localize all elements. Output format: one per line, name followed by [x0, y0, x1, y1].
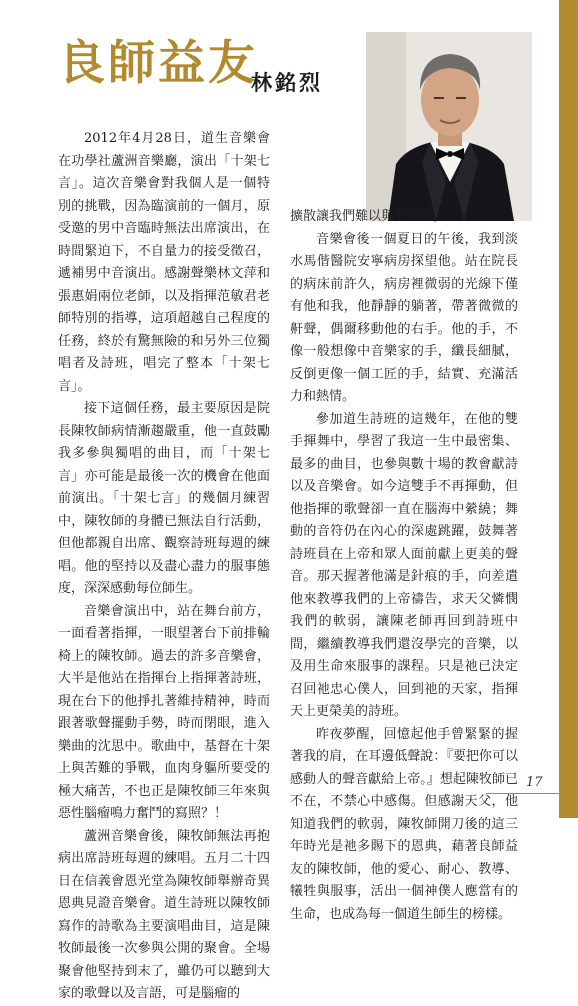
footer-rule — [486, 793, 559, 794]
article-author: 林銘烈 — [251, 70, 323, 95]
page-number: 17 — [526, 775, 543, 790]
article-paragraph: 昨夜夢醒，回憶起他手曾緊緊的握著我的肩，在耳邊低聲說：『要把你可以感動人的聲音獻給上帝。』想起陳牧師已不在，不禁心中感傷。但感謝天父，他知道我們的軟弱，陳牧師開刀後的這三年時光是祂多賜下的恩典，藉著良師益友的陳牧師，他的愛心、耐心、教導、犧牲與服事，活出一個神僕人應當有的生命，也成為每一個道生師生的榜樣。 — [290, 726, 518, 922]
article-column-left — [58, 128, 270, 1006]
author-portrait-photo — [366, 32, 532, 221]
portrait-illustration — [366, 32, 532, 221]
article-paragraph: 2012年4月28日，道生音樂會在功學社蘆洲音樂廳，演出「十架七言」。這次音樂會對我個人是一個特別的挑戰，因為臨演前的一個月，原受邀的男中音臨時無法出席演出，在時間緊迫下，不自量力的接受徵召，遞補男中音演出。感謝聲樂林文萍和張惠娟兩位老師，以及指揮范敏君老師特別的指導，這項超越自己程度的任務，終於有驚無險的和另外三位獨唱者及詩班，唱完了整本「十架七言」。 — [58, 131, 270, 394]
article-paragraph: 參加道生詩班的這幾年，在他的雙手揮舞中，學習了我這一生中最密集、最多的曲目，也參與數十場的教會獻詩以及音樂會。如今這雙手不再揮動，但他指揮的歌聲卻一直在腦海中縈繞；舞動的音符仍在內心的深處跳躍，鼓舞著詩班員在上帝和眾人面前獻上更美的聲音。那天握著他滿是針痕的手，向差遣他來教導我們的上帝禱告，求天父憐憫我們的軟弱，讓陳老師再回到詩班中間，繼續教導我們還沒學完的音樂，以及用生命來服事的課程。只是祂已決定召回祂忠心僕人，回到祂的天家，指揮天上更榮美的詩班。 — [290, 411, 518, 719]
article-paragraph: 音樂會演出中，站在舞台前方，一面看著指揮，一眼望著台下前排輪椅上的陳牧師。過去的許多音樂會，大半是他站在指揮台上指揮著詩班，現在台下的他掙扎著維持精神，時而跟著歌聲擺動手勢，時而閉眼，進入樂曲的沈思中。歌曲中，基督在十架上與苦難的爭戰，血肉身軀所要受的極大痛苦，不也正是陳牧師三年來與惡性腦瘤鳴力奮鬥的寫照？！ — [58, 603, 270, 821]
article-column-right — [290, 206, 518, 926]
article-title: 良師益友 — [58, 36, 258, 91]
article-paragraph: 蘆洲音樂會後，陳牧師無法再抱病出席詩班每週的練唱。五月二十四日在信義會恩光堂為陳牧師舉辦奇異恩典見證音樂會。道生詩班以陳牧師寫作的詩歌為主要演唱曲目，這是陳牧師最後一次參與公開的聚會。全場聚會他堅持到末了，雖仍可以聽到大家的歌聲以及言語，可是腦瘤的 — [58, 828, 270, 1001]
page-edge-bar — [559, 0, 578, 818]
article-paragraph: 音樂會後一個夏日的午後，我到淡水馬偕醫院安寧病房探望他。站在院長的病床前許久，病房裡微弱的光線下僅有他和我，他靜靜的躺著，帶著微微的鼾聲，偶爾移動他的右手。他的手，不像一般想像中音樂家的手，纖長細膩，反倒更像一個工匠的手，結實、充滿活力和熱情。 — [290, 231, 518, 404]
article-paragraph: 接下這個任務，最主要原因是院長陳牧師病情漸趨嚴重，他一直鼓勵我多參與獨唱的曲目，而「十架七言」亦可能是最後一次的機會在他面前演出。「十架七言」的幾個月練習中，陳牧師的身體已無法自行活動，但他都親自出席、觀察詩班每週的練唱。他的堅持以及盡心盡力的服事態度，深深感動每位師生。 — [58, 401, 270, 596]
article-paragraph-continued: 擴散讓我們難以與他對談。 — [290, 209, 447, 224]
